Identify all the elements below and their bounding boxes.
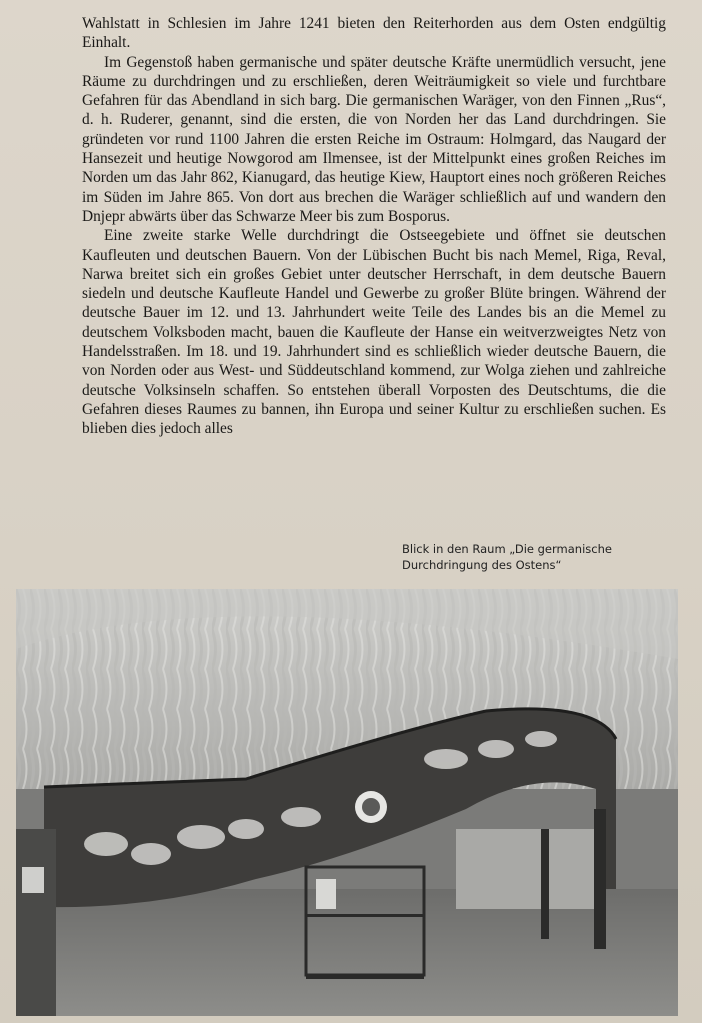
caption-line-2: Durchdringung des Ostens“ — [402, 558, 562, 572]
caption-line-1: Blick in den Raum „Die germanische — [402, 542, 612, 556]
exhibition-photo-image — [16, 589, 678, 1016]
paragraph-3: Eine zweite starke Welle durchdringt die Ostseegebiete und öffnet sie deutschen Kaufleuten und deutschen Bauern. Von der Lübischen Bucht bis nach Memel, Riga, Reval, Narwa breitet sich ein großes Gebiet unter deutscher Herrschaft, in dem deutsche Bauern siedeln und deutsche Kaufleute Handel und Gewerbe zu großer Blüte bringen. Während der deutsche Bauer im 12. und 13. Jahrhundert weite Teile des Landes bis an die Memel zu deutschem Volksboden macht, bauen die Kaufleute der Hanse ein weitverzweigtes Netz von Handelsstraßen. Im 18. und 19. Jahrhundert sind es schließlich wieder deutsche Bauern, die von Norden oder aus West- und Süddeutschland kommend, zur Wolga ziehen und zahlreiche deutsche Volksinseln schaffen. So entstehen überall Vorposten des Deutschtums, die die Gefahren dieses Raumes zu bannen, ihn Europa und seiner Kultur zu erschließen suchen. Es blieben dies jedoch alles — [82, 227, 666, 438]
paragraph-1: Wahlstatt in Schlesien im Jahre 1241 bieten den Reiterhorden aus dem Osten endgültig Einhalt. — [82, 15, 666, 52]
paragraph-2: Im Gegenstoß haben germanische und später deutsche Kräfte unermüdlich versucht, jene Räume zu durchdringen und zu erschließen, deren Weiträumigkeit so viele und furchtbare Gefahren für das Abendland in sich barg. Die germanischen Waräger, von den Finnen „Rus“, d. h. Ruderer, genannt, sind die ersten, die von Norden her das Land durchdringen. Sie gründeten vor rund 1100 Jahren die ersten Reiche im Ostraum: Holmgard, das Naugard der Hansezeit und heutige Nowgorod am Ilmensee, ist der Mittelpunkt eines großen Reiches im Norden um das Jahr 862, Kianugard, das heutige Kiew, Hauptort eines noch größeren Reiches im Süden im Jahre 865. Von dort aus brechen die Waräger schließlich auf und wandern den Dnjepr abwärts über das Schwarze Meer bis zum Bosporus. — [82, 53, 666, 225]
photo-caption — [402, 541, 682, 573]
exhibition-photo — [16, 589, 678, 1016]
body-text — [82, 14, 666, 439]
